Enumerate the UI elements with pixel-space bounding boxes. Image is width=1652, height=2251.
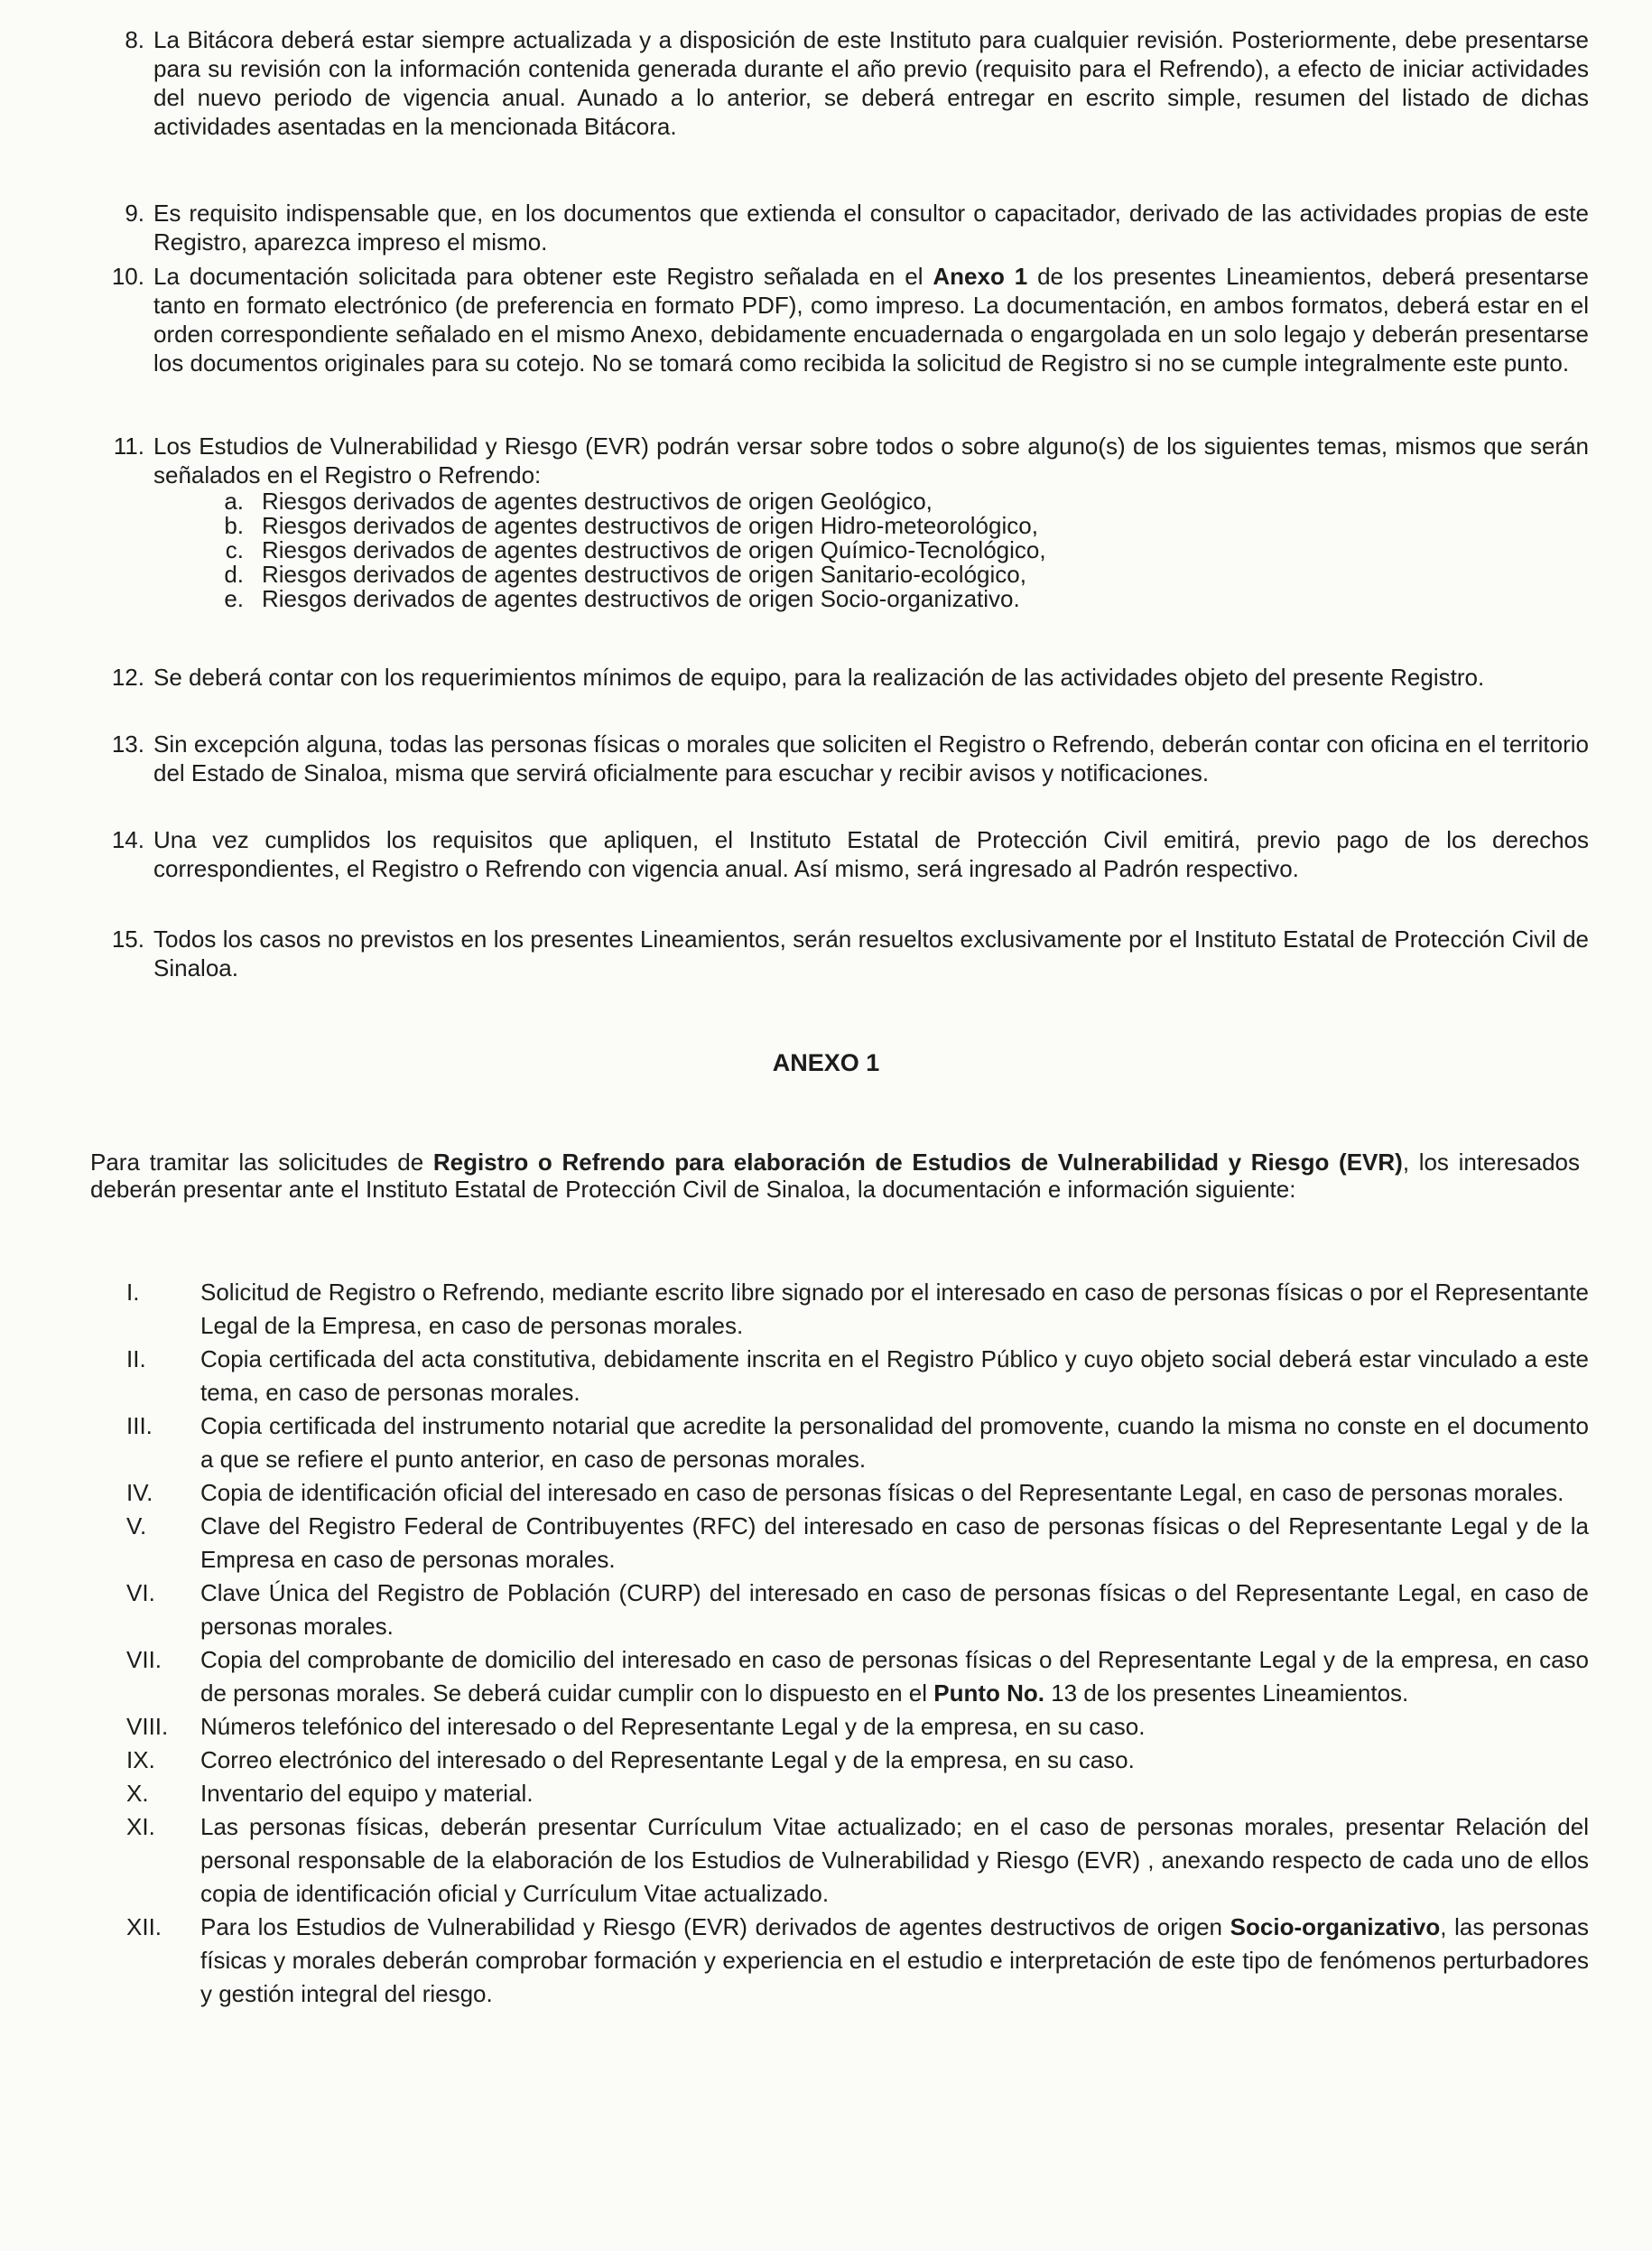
requirement-item: XI. Las personas físicas, deberán presentar Currículum Vitae actualizado; en el caso de personas morales, presentar Relación del personal responsable de la elaboración de los Estudios de Vulnerabilidad y Riesgo (EVR) , anexando respecto de cada uno de ellos copia de identificación oficial y Currículum Vitae actualizado. <box>126 1813 1589 1907</box>
requirement-item: XII. Para los Estudios de Vulnerabilidad y Riesgo (EVR) derivados de agentes destructivos de origen Socio-organizativo, las personas físicas y morales deberán comprobar formación y experiencia en el estudio e interpretación de este tipo de fenómenos perturbadores y gestión integral del riesgo. <box>126 1913 1589 2007</box>
list-item <box>90 925 1589 982</box>
requirement-item: X. Inventario del equipo y material. <box>126 1780 534 1807</box>
item-number: 11. <box>113 433 144 460</box>
requirement-item: IX. Correo electrónico del interesado o del Representante Legal y de la empresa, en su caso. <box>126 1746 1135 1773</box>
item-text: La Bitácora deberá estar siempre actualizada y a disposición de este Instituto para cualquier revisión. Posteriormente, debe presentarse para su revisión con la información contenida generada durante el año previo (requisito para el Refrendo), a efecto de iniciar actividades del nuevo periodo de vigencia anual. Aunado a lo anterior, se deberá entregar en escrito simple, resumen del listado de dichas actividades asentadas en la mencionada Bitácora. <box>153 26 1589 140</box>
item-text: La documentación solicitada para obtener este Registro señalada en el Anexo 1 de los presentes Lineamientos, deberá presentarse tanto en formato electrónico (de preferencia en formato PDF), como impreso. La documentación, en ambos formatos, deberá estar en el orden correspondiente señalado en el mismo Anexo, debidamente encuadernada o engargolada en un solo legajo y deberán presentarse los documentos originales para su cotejo. No se tomará como recibida la solicitud de Registro si no se cumple integralmente este punto. <box>153 263 1589 377</box>
item-text: Sin excepción alguna, todas las personas físicas o morales que soliciten el Registro o Refrendo, deberán contar con oficina en el territorio del Estado de Sinaloa, misma que servirá oficialmente para escuchar y recibir avisos y notificaciones. <box>153 730 1589 786</box>
item-text: Una vez cumplidos los requisitos que apliquen, el Instituto Estatal de Protección Civil emitirá, previo pago de los derechos correspondientes, el Registro o Refrendo con vigencia anual. Así mismo, será ingresado al Padrón respectivo. <box>153 826 1589 882</box>
risk-item: e. Riesgos derivados de agentes destructivos de origen Socio-organizativo. <box>224 585 1020 612</box>
list-item <box>90 25 1589 141</box>
item-number: 12. <box>111 664 144 691</box>
risk-item: c. Riesgos derivados de agentes destructivos de origen Químico-Tecnológico, <box>225 536 1046 563</box>
requirement-item: V. Clave del Registro Federal de Contribuyentes (RFC) del interesado en caso de personas físicas o del Representante Legal y de la Empresa en caso de personas morales. <box>126 1512 1589 1573</box>
item-text: Se deberá contar con los requerimientos mínimos de equipo, para la realización de las actividades objeto del presente Registro. <box>153 664 1485 691</box>
risk-item: b. Riesgos derivados de agentes destructivos de origen Hidro-meteorológico, <box>224 512 1038 539</box>
item-number: 8. <box>125 26 144 53</box>
list-item <box>90 262 1589 377</box>
requirement-item: VII. Copia del comprobante de domicilio del interesado en caso de personas físicas o del Representante Legal y de la empresa, en caso de personas morales. Se deberá cuidar cumplir con lo dispuesto en el Punto No. 13 de los presentes Lineamientos. <box>126 1646 1589 1707</box>
annex-title: ANEXO 1 <box>772 1049 880 1076</box>
requirement-item: IV. Copia de identificación oficial del interesado en caso de personas físicas o del Representante Legal, en caso de personas morales. <box>126 1479 1564 1506</box>
requirement-item: I. Solicitud de Registro o Refrendo, mediante escrito libre signado por el interesado en caso de personas físicas o por el Representante Legal de la Empresa, en caso de personas morales. <box>126 1279 1589 1339</box>
item-text: Es requisito indispensable que, en los documentos que extienda el consultor o capacitador, derivado de las actividades propias de este Registro, aparezca impreso el mismo. <box>153 200 1589 256</box>
risk-item: a. Riesgos derivados de agentes destructivos de origen Geológico, <box>224 488 933 515</box>
item-number: 13. <box>111 730 144 758</box>
item-number: 15. <box>111 926 144 953</box>
risk-list <box>208 489 1589 611</box>
item-number: 14. <box>111 826 144 853</box>
item-text: Los Estudios de Vulnerabilidad y Riesgo (EVR) podrán versar sobre todos o sobre alguno(s) de los siguientes temas, mismos que serán señalados en el Registro o Refrendo: <box>153 433 1589 488</box>
list-item <box>90 825 1589 883</box>
requirements-list <box>126 1276 1589 2011</box>
risk-item: d. Riesgos derivados de agentes destructivos de origen Sanitario-ecológico, <box>224 561 1026 588</box>
requirement-item: III. Copia certificada del instrumento notarial que acredite la personalidad del promovente, cuando la misma no conste en el documento a que se refiere el punto anterior, en caso de personas morales. <box>126 1412 1589 1473</box>
requirement-item: II. Copia certificada del acta constitutiva, debidamente inscrita en el Registro Público y cuyo objeto social deberá estar vinculado a este tema, en caso de personas morales. <box>126 1345 1589 1406</box>
list-item <box>90 663 1589 692</box>
requirement-item: VIII. Números telefónico del interesado o del Representante Legal y de la empresa, en su caso. <box>126 1713 1146 1740</box>
requirement-item: VI. Clave Única del Registro de Población (CURP) del interesado en caso de personas físicas o del Representante Legal, en caso de personas morales. <box>126 1579 1589 1640</box>
annex-intro: Para tramitar las solicitudes de Registro o Refrendo para elaboración de Estudios de Vulnerabilidad y Riesgo (EVR), los interesados deberán presentar ante el Instituto Estatal de Protección Civil de Sinaloa, la documentación e información siguiente: <box>90 1149 1580 1203</box>
list-item <box>90 199 1589 256</box>
item-text: Todos los casos no previstos en los presentes Lineamientos, serán resueltos exclusivamente por el Instituto Estatal de Protección Civil de Sinaloa. <box>153 926 1589 981</box>
list-item <box>90 730 1589 787</box>
item-number: 9. <box>125 200 144 227</box>
list-item <box>90 432 1589 611</box>
item-number: 10. <box>111 263 144 290</box>
